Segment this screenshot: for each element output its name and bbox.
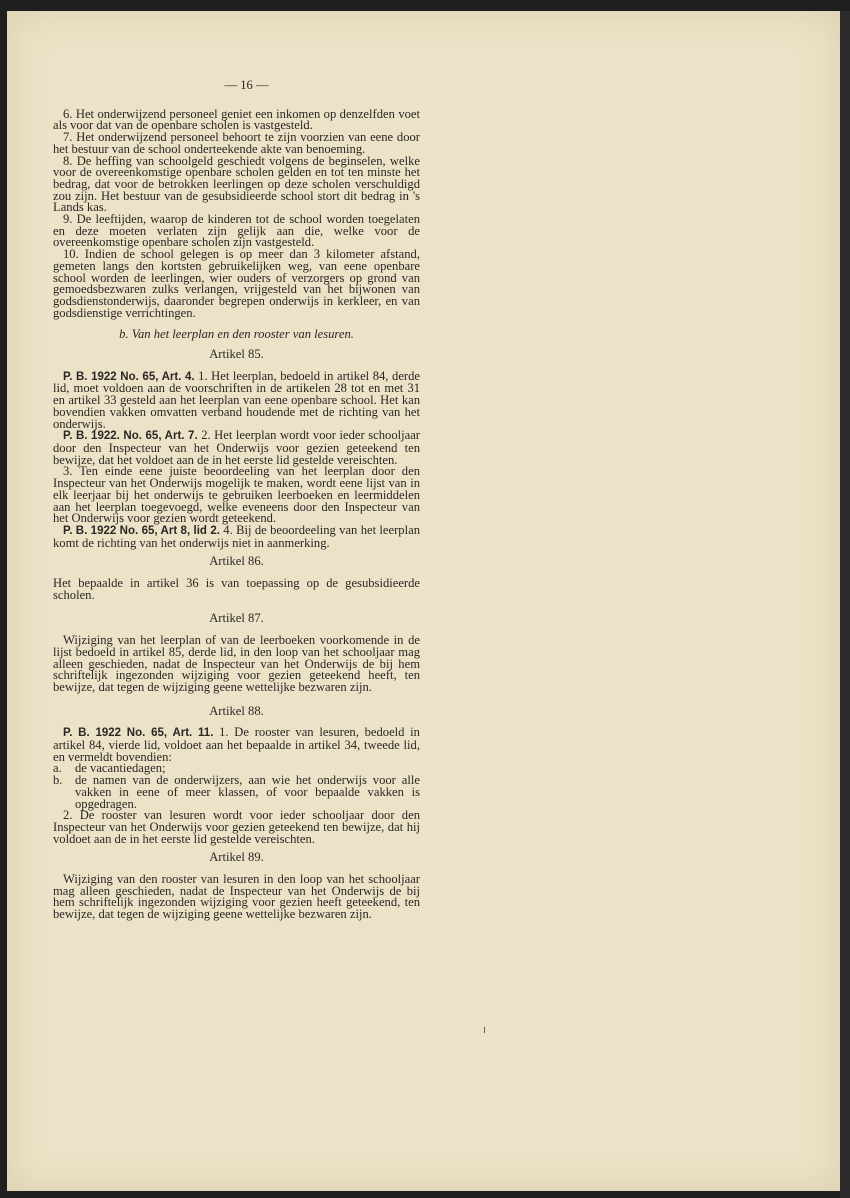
paragraph-10: 10. Indien de school gelegen is op meer dan 3 kilometer afstand, gemeten langs den kortsten gebruikelijken weg, van eene openbare school worden de leerlingen, wier ouders of verzorgers op grond van gemoedsbezwaren zulks verlangen, vrijgesteld van het bijwonen van godsdienstonderwijs, daaronder begrepen onderwijs in kerkleer, en van godsdienstige verrichtingen.: [53, 247, 420, 320]
list-item-label: a.: [53, 761, 62, 776]
article-89-text: Wijziging van den rooster van lesuren in den loop van het schooljaar mag alleen geschieden, nadat de Inspecteur van het Onderwijs de bij hem schriftelijk ingezonden wijziging voor gezien heeft geteekend, ten bewijze, dat tegen de wijziging geene wettelijke bezwaren zijn.: [53, 872, 420, 922]
article-89-heading: Artikel 89.: [209, 850, 264, 865]
scan-speck: [484, 1027, 485, 1033]
paragraph-9: 9. De leeftijden, waarop de kinderen tot de school worden toegelaten en deze moeten verlaten zijn gelijk aan die, welke voor de overeenkomstige openbare scholen zijn vastgesteld.: [53, 212, 420, 250]
section-b-heading: b. Van het leerplan en den rooster van lesuren.: [119, 327, 354, 342]
page-text-column: [53, 80, 420, 921]
article-85-heading: Artikel 85.: [209, 347, 264, 362]
article-88-lid-2: 2. De rooster van lesuren wordt voor ieder schooljaar door den Inspecteur van het Onderwijs voor gezien geteekend ten bewijze, dat hij voldoet aan de in het eerste lid gestelde vereischten.: [53, 808, 420, 846]
pb-reference: P. B. 1922. No. 65, Art. 7.: [63, 430, 198, 443]
pb-reference: P. B. 1922 No. 65, Art. 11.: [63, 727, 214, 740]
scan-border: [840, 11, 850, 1198]
article-85-lid-4: [53, 522, 420, 550]
list-item-text: de namen van de onderwijzers, aan wie het onderwijs voor alle vakken in eene of meer klassen, of voor bepaalde vakken is opgedragen.: [75, 773, 420, 811]
article-85-lid-4-text: 4. Bij de beoordeeling van het leerplan komt de richting van het onderwijs niet in aanmerking.: [53, 522, 420, 550]
list-item-text: de vacantiedagen;: [75, 761, 166, 776]
list-item-b: [53, 775, 420, 810]
article-85-lid-2: [53, 430, 420, 466]
article-85-lid-2-text: 2. Het leerplan wordt voor ieder schooljaar door den Inspecteur van het Onderwijs voor gezien geteekend ten bewijze, dat het voldoet aan de in het eerste lid gestelde vereischten.: [53, 428, 420, 467]
paragraph-7: 7. Het onderwijzend personeel behoort te zijn voorzien van eene door het bestuur van de school onderteekende akte van benoeming.: [53, 130, 420, 156]
article-86-text: Het bepaalde in artikel 36 is van toepassing op de gesubsidieerde scholen.: [53, 576, 420, 602]
page-number: — 16 —: [224, 78, 269, 92]
list-item-label: b.: [53, 773, 63, 788]
article-85-lid-1-text: 1. Het leerplan, bedoeld in artikel 84, derde lid, moet voldoen aan de voorschriften in de artikelen 28 tot en met 31 en artikel 33 gesteld aan het leerplan van eene openbare school. Het kan bovendien vakken omvatten verband houdende met de richting van het onderwijs.: [53, 368, 420, 431]
paragraph-8: 8. De heffing van schoolgeld geschiedt volgens de beginselen, welke voor de overeenkomstige openbare scholen gelden en tot ten minste het bedrag, dat voor de betrokken leerlingen op deze scholen verschuldigd zou zijn. Het bestuur van de gesubsidieerde school stort dit bedrag in 's Lands kas.: [53, 153, 420, 215]
article-88-lid-1-text: 1. De rooster van lesuren, bedoeld in artikel 84, vierde lid, voldoet aan het bepaalde in artikel 34, tweede lid, en vermeldt bovendien:: [53, 725, 420, 764]
paragraph-6: 6. Het onderwijzend personeel geniet een inkomen op denzelfden voet als voor dat van de openbare scholen is vastgesteld.: [53, 106, 420, 133]
article-85-lid-3: 3. Ten einde eene juiste beoordeeling van het leerplan door den Inspecteur van het Onderwijs mogelijk te maken, wordt eene lijst van in elk leerjaar bij het onderwijs te gebruiken leerboeken en leermiddelen aan het leerplan toegevoegd, welke eveneens door den Inspecteur van het Onderwijs voor gezien wordt geteekend.: [53, 464, 420, 526]
article-87-heading: Artikel 87.: [209, 611, 264, 626]
article-85-lid-1: [53, 368, 420, 431]
pb-reference: P. B. 1922 No. 65, Art. 4.: [63, 370, 195, 383]
pb-reference: P. B. 1922 No. 65, Art 8, lid 2.: [63, 524, 220, 537]
article-87-text: Wijziging van het leerplan of van de leerboeken voorkomende in de lijst bedoeld in artikel 85, derde lid, in den loop van het schooljaar mag alleen geschieden, nadat de Inspecteur van het Onderwijs de bij hem schriftelijk ingezonden wijziging voor gezien geteekend heeft, ten bewijze, dat tegen de wijziging geene wettelijke bezwaren zijn.: [53, 633, 420, 694]
article-88-lid-1: [53, 727, 420, 763]
article-88-heading: Artikel 88.: [209, 703, 264, 718]
article-86-heading: Artikel 86.: [209, 554, 264, 569]
